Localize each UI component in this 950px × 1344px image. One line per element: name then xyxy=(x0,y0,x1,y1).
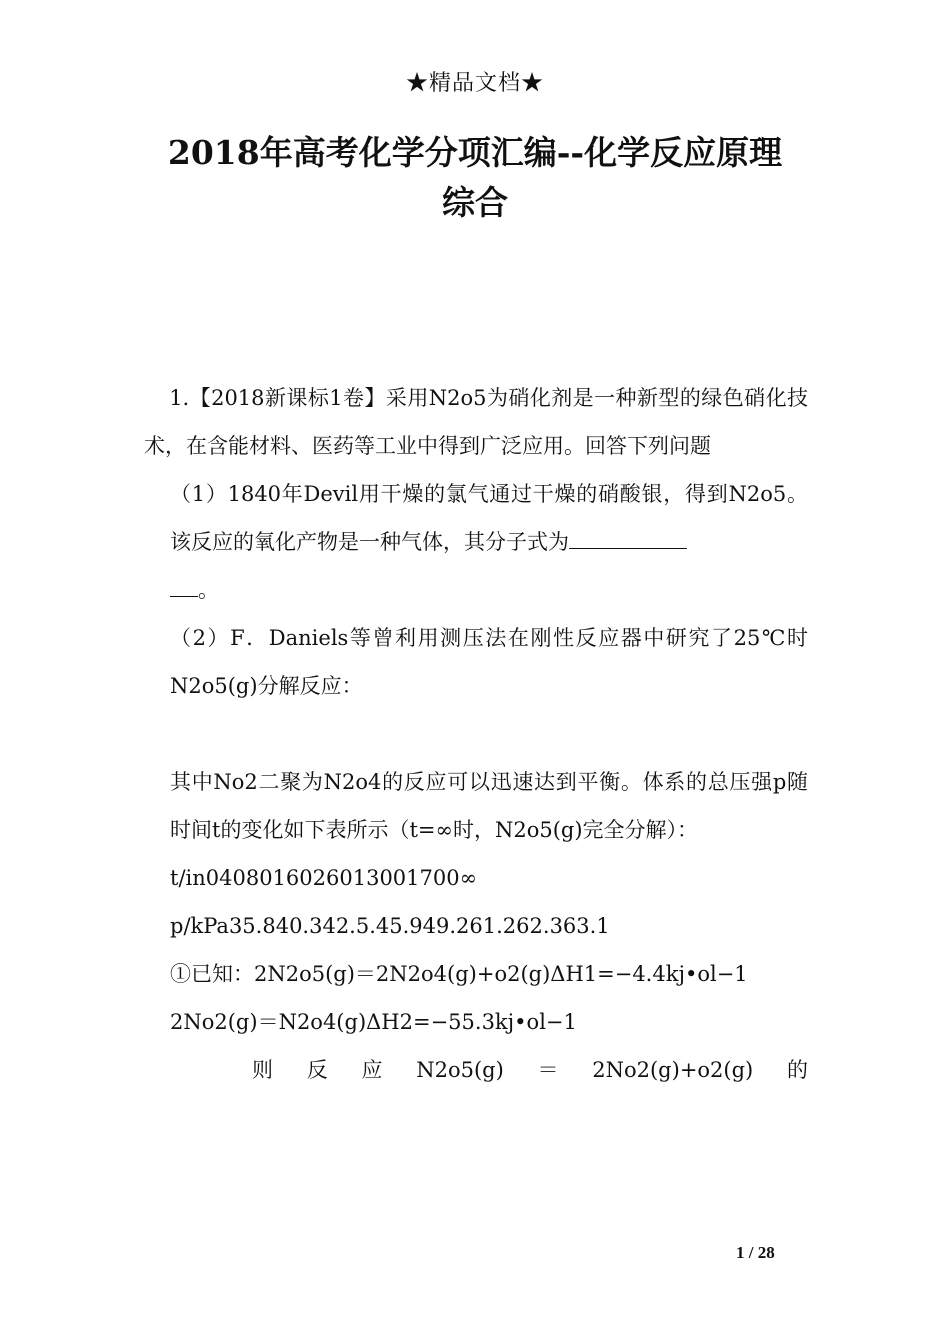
question-intro: 1.【2018新课标1卷】采用N2o5为硝化剂是一种新型的绿色硝化技术，在含能材料、医药等工业中得到广泛应用。回答下列问题 xyxy=(144,386,808,458)
reaction-word: ＝ xyxy=(537,1058,559,1082)
missing-equation-gap xyxy=(144,710,808,758)
reaction-word: 的 xyxy=(786,1058,808,1082)
document-body xyxy=(144,374,808,1094)
answer-blank xyxy=(569,530,687,549)
reaction-word: 则 xyxy=(252,1058,273,1082)
question-part-1-end: 。 xyxy=(198,578,219,602)
question-paragraph-3: 其中No2二聚为N2o4的反应可以迅速达到平衡。体系的总压强p随时间t的变化如下表所示（t=∞时，N2o5(g)完全分解）： xyxy=(170,770,808,842)
page-number: 1 / 28 xyxy=(736,1243,775,1262)
reaction-line xyxy=(144,1046,808,1094)
document-title xyxy=(120,128,830,228)
question-part-1-text: （1）1840年Devil用干燥的氯气通过干燥的硝酸银，得到N2o5。该反应的氧化产物是一种气体，其分子式为 xyxy=(170,482,808,554)
answer-blank-continued xyxy=(170,578,198,597)
page-header: ★精品文档★ xyxy=(405,71,544,96)
known-equation-2: 2No2(g)＝N2o4(g)ΔH2=−55.3kj•ol−1 xyxy=(170,1010,577,1034)
title-line-2: 综合 xyxy=(442,183,508,222)
question-part-1 xyxy=(144,470,808,614)
reaction-word: 2No2(g)+o2(g) xyxy=(592,1058,754,1082)
question-part-2: （2）F．Daniels等曾利用测压法在刚性反应器中研究了25℃时N2o5(g)分解反应： xyxy=(170,626,808,698)
table-row-time: t/in0408016026013001700∞ xyxy=(170,866,478,890)
table-row-pressure: p/kPa35.840.342.5.45.949.261.262.363.1 xyxy=(170,914,610,938)
title-line-1: 2018年高考化学分项汇编--化学反应原理 xyxy=(167,133,783,172)
reaction-word: N2o5(g) xyxy=(416,1058,504,1082)
known-equation-1: ①已知：2N2o5(g)＝2N2o4(g)+o2(g)ΔH1=−4.4kj•ol−1 xyxy=(170,962,748,986)
reaction-word: 应 xyxy=(361,1058,383,1082)
reaction-word: 反 xyxy=(306,1058,328,1082)
